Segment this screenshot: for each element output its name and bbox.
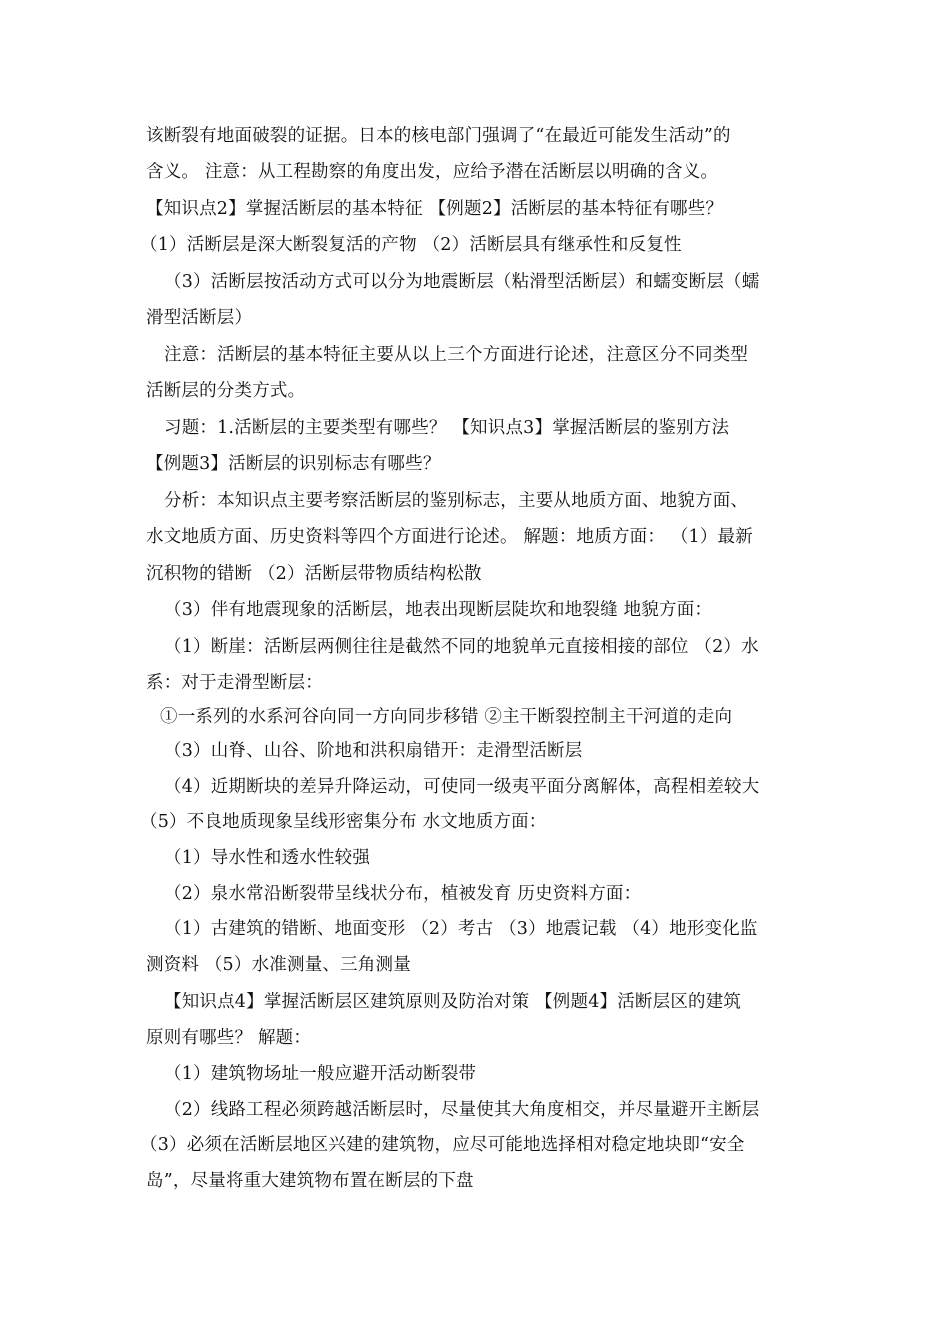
text-line: 活断层的分类方式。 bbox=[146, 381, 306, 401]
text-line: 原则有哪些？ 解题： bbox=[146, 1028, 312, 1048]
text-line: 【知识点2】掌握活断层的基本特征 【例题2】活断层的基本特征有哪些？ bbox=[146, 199, 724, 219]
text-line: 沉积物的错断 （2）活断层带物质结构松散 bbox=[146, 564, 482, 584]
text-line: （1）断崖：活断层两侧往往是截然不同的地貌单元直接相接的部位 （2）水 bbox=[164, 637, 759, 657]
text-line: （2）线路工程必须跨越活断层时，尽量使其大角度相交，并尽量避开主断层 bbox=[164, 1100, 760, 1120]
text-line: （4）近期断块的差异升降运动，可使同一级夷平面分离解体，高程相差较大 bbox=[164, 777, 760, 797]
text-line: 岛”，尽量将重大建筑物布置在断层的下盘 bbox=[146, 1171, 474, 1191]
text-line: （3）伴有地震现象的活断层，地表出现断层陡坎和地裂缝 地貌方面： bbox=[164, 600, 713, 620]
text-line: 【例题3】活断层的识别标志有哪些？ bbox=[146, 454, 441, 474]
text-line: （3）活断层按活动方式可以分为地震断层（粘滑型活断层）和蠕变断层（蠕 bbox=[164, 272, 760, 292]
text-line: 系：对于走滑型断层： bbox=[146, 673, 323, 693]
text-line: （1）建筑物场址一般应避开活动断裂带 bbox=[164, 1064, 477, 1084]
text-line: 分析：本知识点主要考察活断层的鉴别标志，主要从地质方面、地貌方面、 bbox=[164, 491, 749, 511]
text-line: 测资料 （5）水准测量、三角测量 bbox=[146, 955, 411, 975]
text-line: 该断裂有地面破裂的证据。日本的核电部门强调了“在最近可能发生活动”的 bbox=[146, 126, 731, 146]
text-line: （3）必须在活断层地区兴建的建筑物，应尽可能地选择相对稳定地块即“安全 bbox=[140, 1135, 745, 1155]
text-line: 含义。 注意：从工程勘察的角度出发，应给予潜在活断层以明确的含义。 bbox=[146, 162, 719, 182]
text-line: （1）导水性和透水性较强 bbox=[164, 848, 371, 868]
text-line: （5）不良地质现象呈线形密集分布 水文地质方面： bbox=[140, 812, 547, 832]
text-line: （2）泉水常沿断裂带呈线状分布，植被发育 历史资料方面： bbox=[164, 884, 642, 904]
text-line: 【知识点4】掌握活断层区建筑原则及防治对策 【例题4】活断层区的建筑 bbox=[164, 992, 742, 1012]
text-line: （3）山脊、山谷、阶地和洪积扇错开：走滑型活断层 bbox=[164, 741, 583, 761]
text-line: 习题：1.活断层的主要类型有哪些？ 【知识点3】掌握活断层的鉴别方法 bbox=[164, 418, 730, 438]
text-line: 注意：活断层的基本特征主要从以上三个方面进行论述，注意区分不同类型 bbox=[164, 345, 749, 365]
text-line: 滑型活断层） bbox=[146, 308, 253, 328]
text-line: （1）活断层是深大断裂复活的产物 （2）活断层具有继承性和反复性 bbox=[140, 235, 682, 255]
text-line: 水文地质方面、历史资料等四个方面进行论述。 解题：地质方面： （1）最新 bbox=[146, 527, 753, 547]
text-line: ①一系列的水系河谷向同一方向同步移错 ②主干断裂控制主干河道的走向 bbox=[160, 707, 733, 727]
text-line: （1）古建筑的错断、地面变形 （2）考古 （3）地震记载 （4）地形变化监 bbox=[164, 919, 758, 939]
